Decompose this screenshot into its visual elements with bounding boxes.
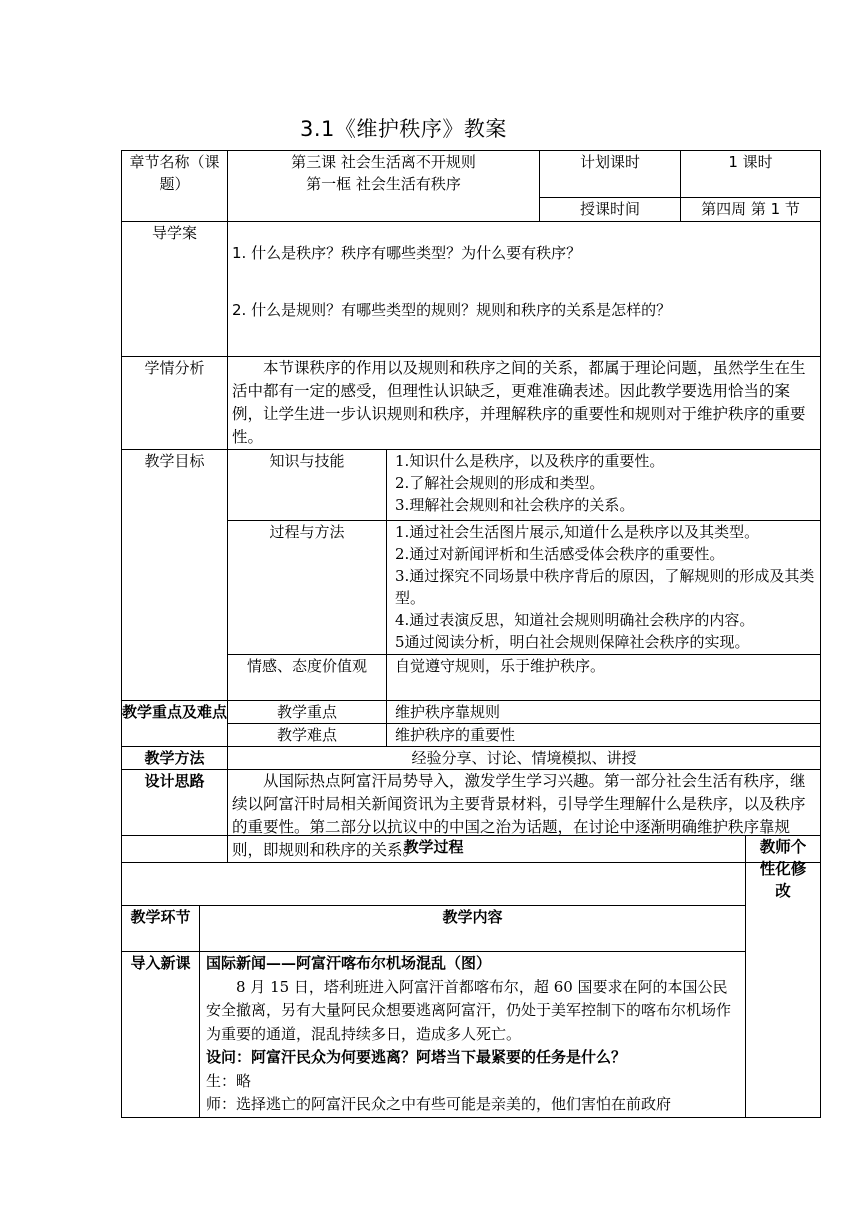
emotion-label: 情感、态度价值观 (228, 655, 387, 701)
design-label: 设计思路 (122, 770, 228, 863)
guide-content (228, 222, 821, 357)
process-method-list (387, 521, 821, 655)
process-item: 1.通过社会生活图片展示,知道什么是秩序以及其类型。 (395, 523, 760, 541)
guide-label: 导学案 (122, 222, 228, 357)
chapter-value (228, 151, 540, 222)
stage-column-label: 教学环节 (122, 906, 200, 952)
knowledge-item: 3.理解社会规则和社会秩序的关系。 (395, 496, 635, 514)
plan-hours-label: 计划课时 (540, 151, 681, 198)
question-text: 设问：阿富汗民众为何要逃离？阿塔当下最紧要的任务是什么？ (206, 1048, 627, 1066)
guide-question-1: 1. 什么是秩序？秩序有哪些类型？为什么要有秩序？ (232, 244, 582, 262)
focus-text: 维护秩序靠规则 (387, 701, 821, 724)
knowledge-item: 1.知识什么是秩序，以及秩序的重要性。 (395, 452, 665, 470)
plan-hours-value: 1 课时 (681, 151, 821, 198)
teach-time-value: 第四周 第 1 节 (681, 198, 821, 222)
document-title: 3.1《维护秩序》教案 (300, 117, 507, 141)
intro-content (200, 952, 746, 1118)
knowledge-label: 知识与技能 (228, 450, 387, 521)
process-item: 4.通过表演反思，知道社会规则明确社会秩序的内容。 (395, 611, 755, 629)
intro-stage-label: 导入新课 (130, 954, 191, 972)
key-points-label: 教学重点及难点 (122, 701, 228, 747)
design-text: 从国际热点阿富汗局势导入，激发学生学习兴趣。第一部分社会生活有秩序，继续以阿富汗时局相关新闻资讯为主要背景材料，引导学生理解什么是秩序，以及秩序的重要性。第二部分以抗议中的中国之治为话题，在讨论中逐渐明确维护秩序靠规则，即规则和秩序的关系。 (228, 770, 821, 863)
student-answer: 生：略 (206, 1071, 252, 1090)
emotion-text: 自觉遵守规则，乐于维护秩序。 (387, 655, 821, 701)
process-method-label: 过程与方法 (228, 521, 387, 655)
chapter-line-2: 第一框 社会生活有秩序 (306, 175, 461, 193)
guide-question-2: 2. 什么是规则？有哪些类型的规则？规则和秩序的关系是怎样的？ (232, 301, 672, 319)
methods-label: 教学方法 (122, 747, 228, 770)
lesson-info-table (121, 150, 821, 863)
teaching-process-table (121, 835, 821, 1118)
knowledge-list (387, 450, 821, 521)
teach-time-label: 授课时间 (540, 198, 681, 222)
knowledge-item: 2.了解社会规则的形成和类型。 (395, 474, 605, 492)
chapter-line-1: 第三课 社会生活离不开规则 (291, 153, 476, 171)
process-item: 3.通过探究不同场景中秩序背后的原因，了解规则的形成及其类型。 (395, 567, 815, 607)
analysis-label: 学情分析 (122, 357, 228, 450)
difficulty-text: 维护秩序的重要性 (387, 724, 821, 747)
chapter-label: 章节名称（课题） (122, 151, 228, 222)
content-column-label: 教学内容 (200, 906, 746, 952)
analysis-text: 本节课秩序的作用以及规则和秩序之间的关系，都属于理论问题，虽然学生在生活中都有一定的感受，但理性认识缺乏，更难准确表述。因此教学要选用恰当的案例，让学生进一步认识规则和秩序，并理解秩序的重要性和规则对于维护秩序的重要性。 (228, 357, 821, 450)
news-text: 8 月 15 日，塔利班进入阿富汗首都喀布尔，超 60 国要求在阿的本国公民安全撤离，另有大量阿民众想要逃离阿富汗，仍处于美军控制下的喀布尔机场作为重要的通道，混乱持续多日，造成多人死亡。 (206, 977, 732, 1043)
methods-value: 经验分享、讨论、情境模拟、讲授 (228, 747, 821, 770)
focus-label: 教学重点 (228, 701, 387, 724)
process-item: 5通过阅读分析，明白社会规则保障社会秩序的实现。 (395, 633, 750, 651)
teacher-response: 师：选择逃亡的阿富汗民众之中有些可能是亲美的，他们害怕在前政府 (206, 1095, 672, 1113)
news-title: 国际新闻——阿富汗喀布尔机场混乱（图） (206, 954, 492, 972)
teacher-column (746, 836, 821, 1118)
process-item: 2.通过对新闻评析和生活感受体会秩序的重要性。 (395, 545, 725, 563)
goals-label: 教学目标 (122, 450, 228, 701)
difficulty-label: 教学难点 (228, 724, 387, 747)
process-header: 教学过程 (122, 836, 746, 906)
intro-stage (122, 952, 200, 1118)
teacher-column-label: 教师个性化修改 (759, 838, 807, 900)
